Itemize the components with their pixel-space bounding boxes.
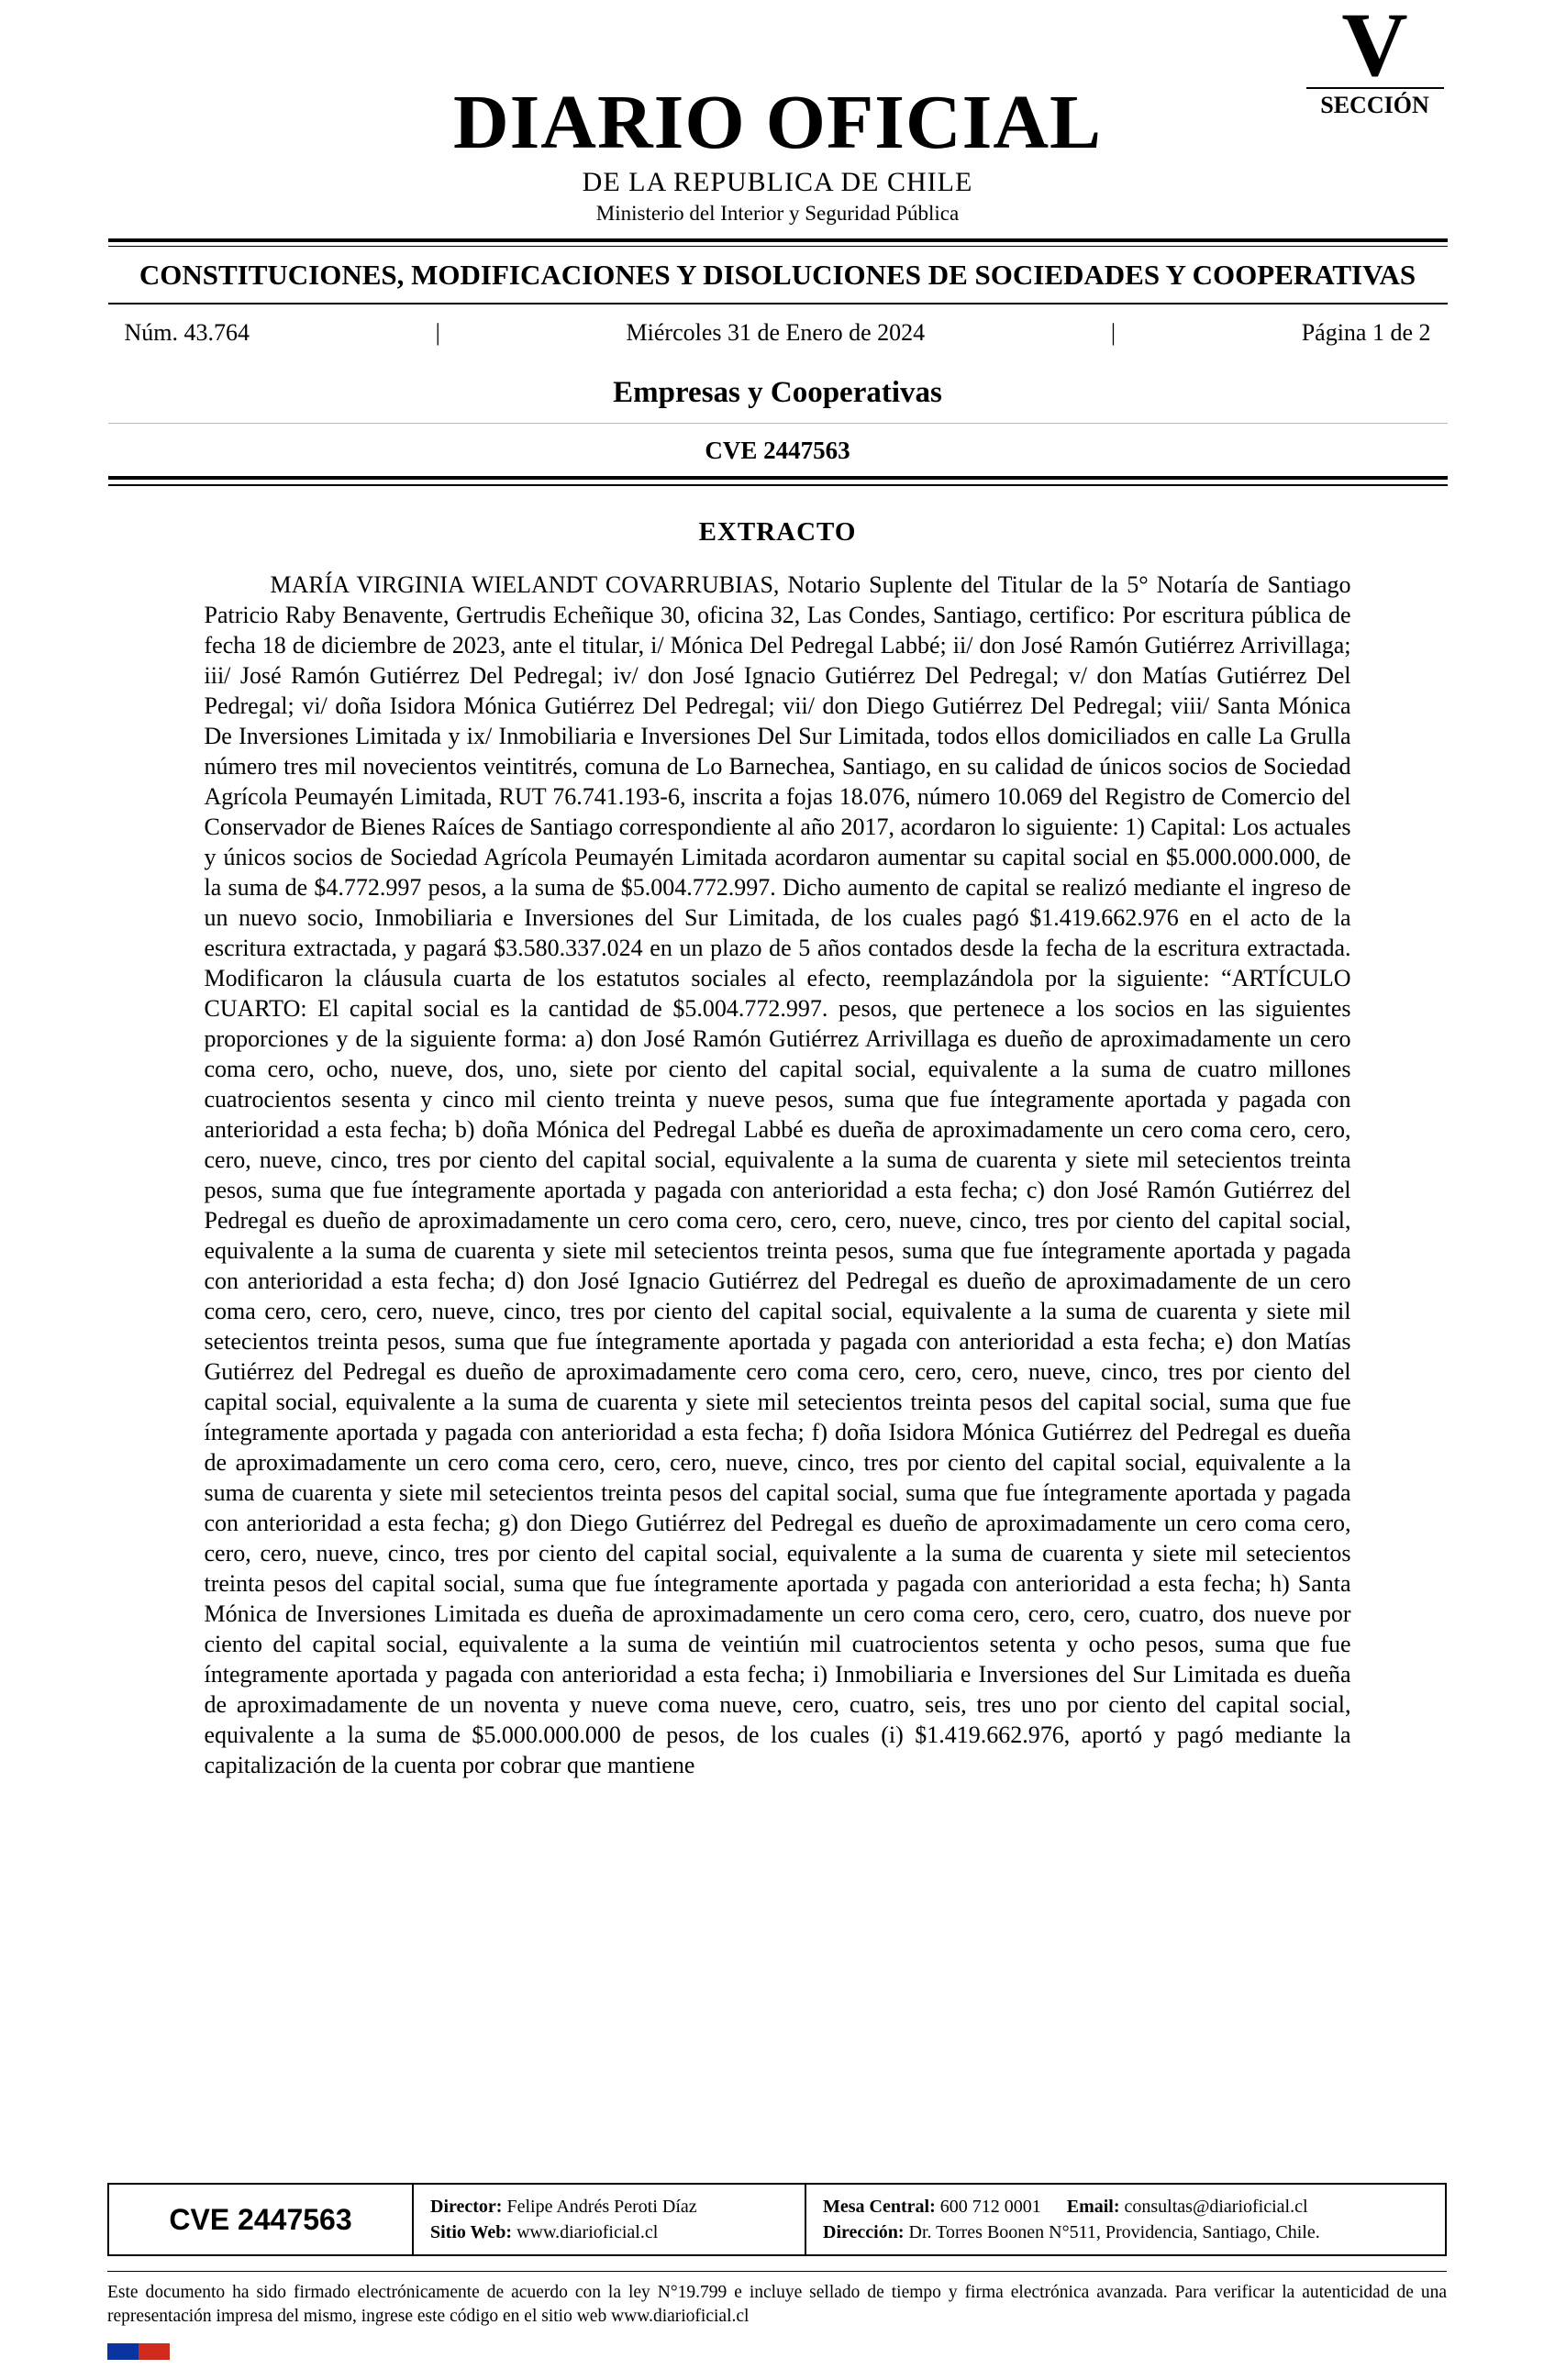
director-name: Felipe Andrés Peroti Díaz — [506, 2197, 697, 2217]
website-link[interactable]: www.diarioficial.cl — [516, 2222, 659, 2242]
footer-director-cell — [414, 2185, 806, 2254]
director-label: Director: — [430, 2197, 503, 2217]
footer-director-line — [430, 2194, 788, 2219]
meta-separator: | — [1110, 319, 1116, 346]
cve-heading: CVE 2447563 — [705, 437, 850, 464]
page-title: DIARIO OFICIAL — [452, 80, 1103, 165]
footer-contact-cell — [806, 2185, 1445, 2254]
footer-website-line — [430, 2219, 788, 2245]
email-label: Email: — [1066, 2197, 1120, 2217]
section-badge — [1306, 0, 1444, 119]
page-content — [108, 0, 1448, 1780]
legal-fineprint: Este documento ha sido firmado electrónicamente de acuerdo con la ley N°19.799 e incluye sellado de tiempo y firma electrónica avanzada. Para verificar la autenticidad de una representación impresa del mismo, ingrese este código en el sitio web www.diarioficial.cl — [107, 2283, 1447, 2326]
phone-number: 600 712 0001 — [939, 2197, 1041, 2217]
flag-red-segment — [139, 2343, 170, 2360]
email-link[interactable]: consultas@diarioficial.cl — [1124, 2197, 1308, 2217]
masthead-subtitle: DE LA REPUBLICA DE CHILE — [582, 167, 973, 197]
footer-box — [107, 2183, 1447, 2256]
footer-address-line — [823, 2219, 1428, 2245]
document-heading: EXTRACTO — [698, 517, 857, 547]
footer — [107, 2183, 1447, 2360]
section-letter: V — [1341, 0, 1408, 95]
chile-flag-icon — [107, 2343, 170, 2360]
email-pair — [1067, 2197, 1308, 2217]
address-text: Dr. Torres Boonen N°511, Providencia, Santiago, Chile. — [908, 2222, 1320, 2242]
section-title: Empresas y Cooperativas — [613, 376, 942, 409]
masthead-ministry: Ministerio del Interior y Seguridad Pública — [595, 202, 960, 225]
fineprint-divider — [107, 2271, 1447, 2272]
website-label: Sitio Web: — [430, 2222, 513, 2242]
footer-phone-email-line — [823, 2194, 1428, 2219]
phone-pair — [823, 2197, 1041, 2217]
issue-number: Núm. 43.764 — [124, 319, 250, 346]
cve-divider — [108, 476, 1448, 486]
issue-meta-row — [108, 304, 1448, 360]
banner-title: CONSTITUCIONES, MODIFICACIONES Y DISOLUCIONES DE SOCIEDADES Y COOPERATIVAS — [139, 259, 1416, 291]
issue-date: Miércoles 31 de Enero de 2024 — [626, 319, 926, 346]
footer-cve: CVE 2447563 — [109, 2185, 414, 2254]
document-body: MARÍA VIRGINIA WIELANDT COVARRUBIAS, Notario Suplente del Titular de la 5° Notaría de Santiago Patricio Raby Benavente, Gertrudis Echeñique 30, oficina 32, Las Condes, Santiago, certifico: Por escritura pública de fecha 18 de diciembre de 2023, ante el titular, i/ Mónica Del Pedregal Labbé; ii/ don José Ramón Gutiérrez Arrivillaga; iii/ José Ramón Gutiérrez Del Pedregal; iv/ don José Ignacio Gutiérrez Del Pedregal; v/ don Matías Gutiérrez Del Pedregal; vi/ doña Isidora Mónica Gutiérrez Del Pedregal; vii/ don Diego Gutiérrez Del Pedregal; viii/ Santa Mónica De Inversiones Limitada y ix/ Inmobiliaria e Inversiones Del Sur Limitada, todos ellos domiciliados en calle La Grulla número tres mil novecientos veintitrés, comuna de Lo Barnechea, Santiago, en su calidad de únicos socios de Sociedad Agrícola Peumayén Limitada, RUT 76.741.193-6, inscrita a fojas 18.076, número 10.069 del Registro de Comercio del Conservador de Bienes Raíces de Santiago correspondiente al año 2017, acordaron lo siguiente: 1) Capital: Los actuales y únicos socios de Sociedad Agrícola Peumayén Limitada acordaron aumentar su capital social en $5.000.000.000, de la suma de $4.772.997 pesos, a la suma de $5.004.772.997. Dicho aumento de capital se realizó mediante el ingreso de un nuevo socio, Inmobiliaria e Inversiones del Sur Limitada, de los cuales pagó $1.419.662.976 en el acto de la escritura extractada, y pagará $3.580.337.024 en un plazo de 5 años contados desde la fecha de la escritura extractada. Modificaron la cláusula cuarta de los estatutos sociales al efecto, reemplazándola por la siguiente: “ARTÍCULO CUARTO: El capital social es la cantidad de $5.004.772.997. pesos, que pertenece a los socios en las siguientes proporciones y de la siguiente forma: a) don José Ramón Gutiérrez Arrivillaga es dueño de aproximadamente un cero coma cero, ocho, nueve, dos, uno, siete por ciento del capital social, equivalente a la suma de cuatro millones cuatrocientos sesenta y cinco mil ciento treinta y nueve pesos, suma que fue íntegramente aportada y pagada con anterioridad a esta fecha; b) doña Mónica del Pedregal Labbé es dueña de aproximadamente un cero coma cero, cero, cero, nueve, cinco, tres por ciento del capital social, equivalente a la suma de cuarenta y siete mil setecientos treinta pesos, suma que fue íntegramente aportada y pagada con anterioridad a esta fecha; c) don José Ramón Gutiérrez del Pedregal es dueño de aproximadamente un cero coma cero, cero, cero, nueve, cinco, tres por ciento del capital social, equivalente a la suma de cuarenta y siete mil setecientos treinta pesos, suma que fue íntegramente aportada y pagada con anterioridad a esta fecha; d) don José Ignacio Gutiérrez del Pedregal es dueño de aproximadamente de un cero coma cero, cero, cero, nueve, cinco, tres por ciento del capital social, equivalente a la suma de cuarenta y siete mil setecientos treinta pesos, suma que fue íntegramente aportada y pagada con anterioridad a esta fecha; e) don Matías Gutiérrez del Pedregal es dueño de aproximadamente cero coma cero, cero, cero, nueve, cinco, tres por ciento del capital social, equivalente a la suma de cuarenta y siete mil setecientos treinta pesos del capital social, suma que fue íntegramente aportada y pagada con anterioridad a esta fecha; f) doña Isidora Mónica Gutiérrez del Pedregal es dueña de aproximadamente un cero coma cero, cero, cero, nueve, cinco, tres por ciento del capital social, equivalente a la suma de cuarenta y siete mil setecientos treinta pesos del capital social, suma que fue íntegramente aportada y pagada con anterioridad a esta fecha; g) don Diego Gutiérrez del Pedregal es dueño de aproximadamente un cero coma cero, cero, cero, nueve, cinco, tres por ciento del capital social, equivalente a la suma de cuarenta y siete mil setecientos treinta pesos del capital social, suma que fue íntegramente aportada y pagada con anterioridad a esta fecha; h) Santa Mónica de Inversiones Limitada es dueña de aproximadamente un cero coma cero, cero, cero, cuatro, dos nueve por ciento del capital social, equivalente a la suma de veintiún mil cuatrocientos setenta y ocho pesos, suma que fue íntegramente aportada y pagada con anterioridad a esta fecha; i) Inmobiliaria e Inversiones del Sur Limitada es dueña de aproximadamente de un noventa y nueve coma nueve, cero, cuatro, seis, tres uno por ciento del capital social, equivalente a la suma de $5.000.000.000 de pesos, de los cuales (i) $1.419.662.976, aportó y pagó mediante la capitalización de la cuenta por cobrar que mantiene — [204, 571, 1351, 1778]
section-label: SECCIÓN — [1306, 87, 1444, 119]
phone-label: Mesa Central: — [823, 2197, 936, 2217]
flag-blue-segment — [107, 2343, 139, 2360]
address-label: Dirección: — [823, 2222, 905, 2242]
meta-separator: | — [435, 319, 440, 346]
page-indicator: Página 1 de 2 — [1301, 319, 1431, 346]
header-divider — [108, 238, 1448, 247]
masthead — [108, 0, 1448, 226]
